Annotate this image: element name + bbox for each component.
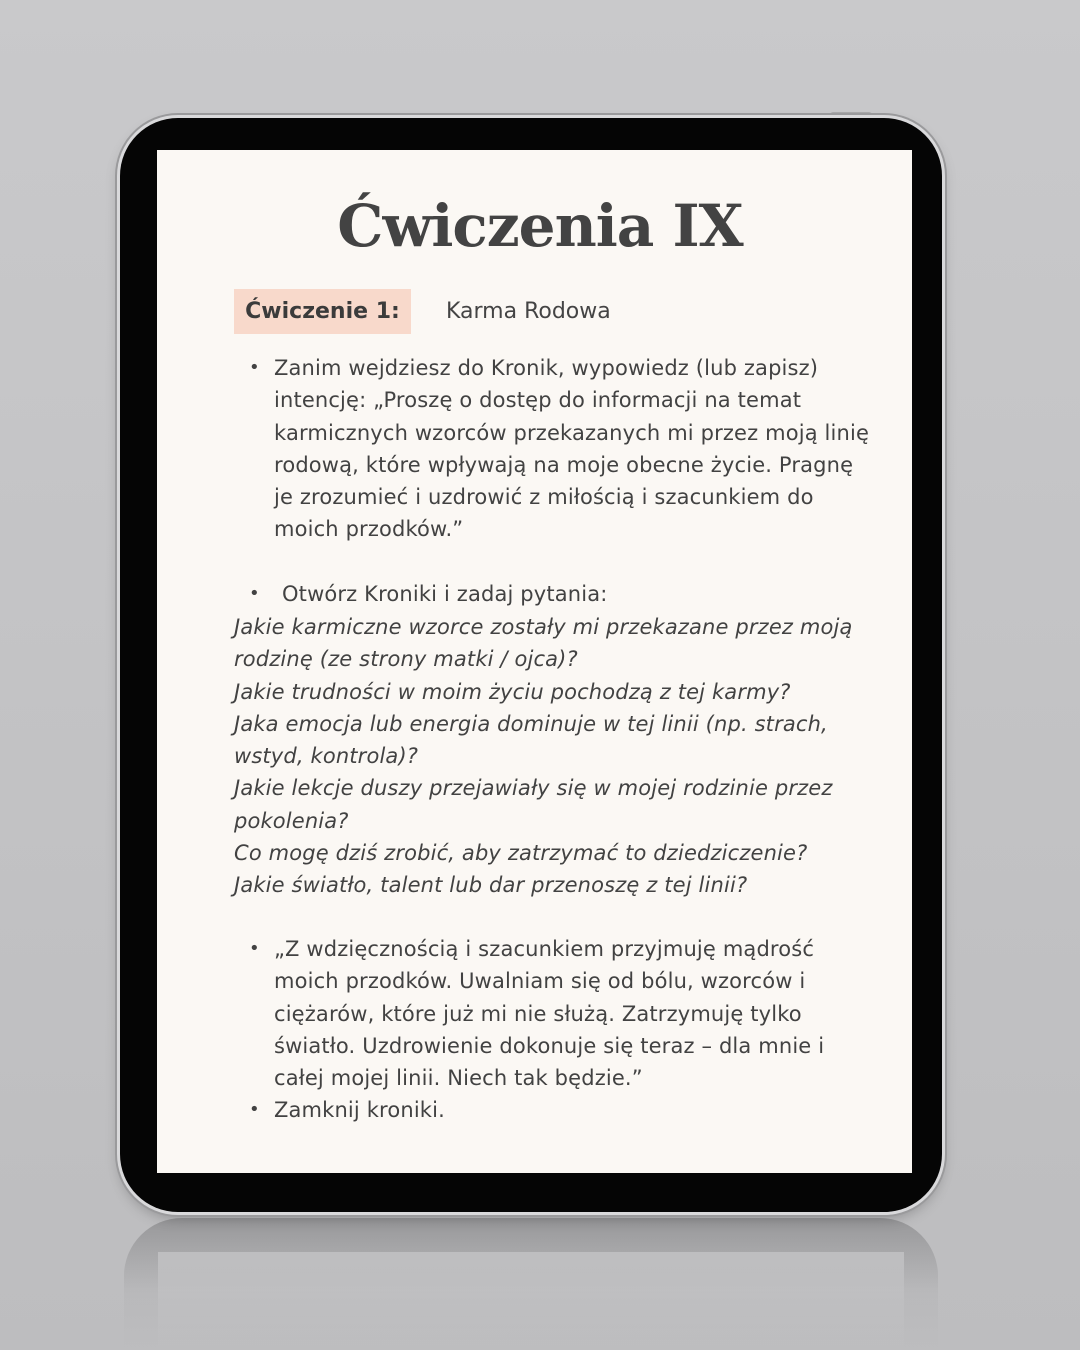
intention-paragraph: Zanim wejdziesz do Kronik, wypowiedz (lub zapisz) intencję: „Proszę o dostęp do informacji na temat karmicznych wzorców przekazanych mi przez moją linię rodową, które wpływają na moje obecne życie. Pragnę je zrozumieć i uzdrowić z miłością i szacunkiem do moich przodków.” bbox=[274, 356, 870, 542]
question-item: Co mogę dziś zrobić, aby zatrzymać to dziedziczenie? bbox=[234, 841, 808, 866]
close-chronicles-instruction: Zamknij kroniki. bbox=[274, 1098, 445, 1122]
bullet-dot-icon: • bbox=[249, 583, 260, 604]
question-item: Jakie trudności w moim życiu pochodzą z tej karmy? bbox=[234, 679, 791, 704]
bullet-dot-icon: • bbox=[249, 938, 260, 959]
exercise-label-badge: Ćwiczenie 1: bbox=[234, 289, 411, 334]
question-item: Jaka emocja lub energia dominuje w tej linii (np. strach, wstyd, kontrola)? bbox=[234, 711, 828, 769]
affirmation-paragraph: „Z wdzięcznością i szacunkiem przyjmuję mądrość moich przodków. Uwalniam się od bólu, wzorców i ciężarów, które już mi nie służą. Zatrzymuję tylko światło. Uzdrowienie dokonuje się teraz – dla mnie i całej mojej linii. Niech tak będzie.” bbox=[274, 937, 825, 1091]
page-title: Ćwiczenia IX bbox=[337, 192, 743, 260]
bullet-dot-icon: • bbox=[249, 357, 260, 378]
open-chronicles-instruction: Otwórz Kroniki i zadaj pytania: bbox=[282, 582, 608, 606]
tablet-reflection-screen bbox=[158, 1252, 904, 1350]
question-item: Jakie karmiczne wzorce zostały mi przekazane przez moją rodzinę (ze strony matki / ojca)? bbox=[234, 615, 853, 672]
question-item: Jakie lekcje duszy przejawiały się w mojej rodzinie przez pokolenia? bbox=[234, 776, 833, 833]
exercise-name: Karma Rodowa bbox=[446, 299, 611, 324]
question-item: Jakie światło, talent lub dar przenoszę z tej linii? bbox=[234, 873, 748, 898]
tablet-power-button bbox=[830, 112, 872, 117]
questions-list bbox=[234, 611, 874, 902]
bullet-dot-icon: • bbox=[249, 1099, 260, 1120]
